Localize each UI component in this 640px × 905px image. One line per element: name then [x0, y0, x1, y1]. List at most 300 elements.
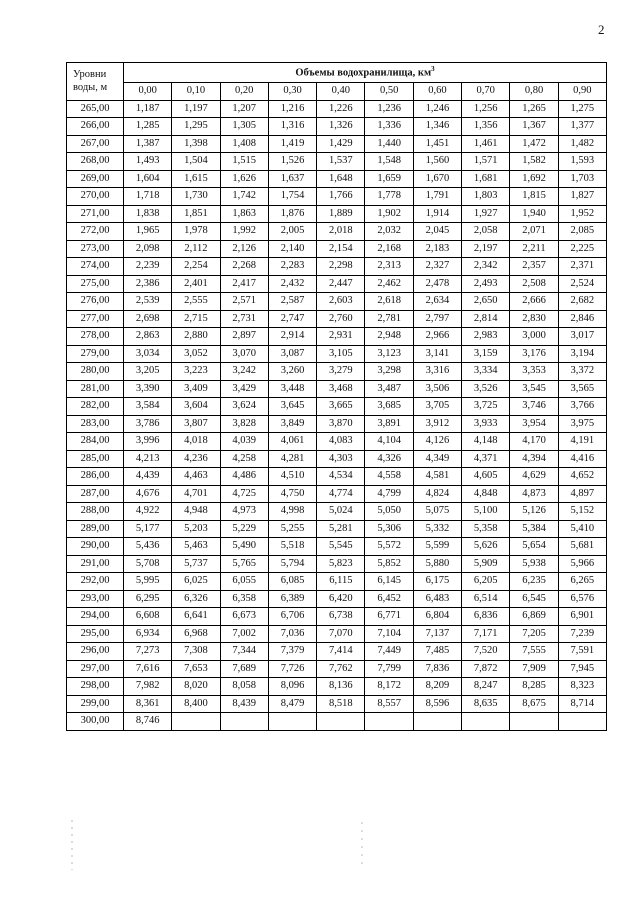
- volume-cell: 1,526: [268, 153, 316, 171]
- volume-cell: 2,462: [365, 275, 413, 293]
- volume-cell: 3,298: [365, 363, 413, 381]
- volume-cell: 4,701: [172, 485, 220, 503]
- volume-cell: 1,827: [558, 188, 606, 206]
- volume-cell: 8,096: [268, 678, 316, 696]
- table-header-row: [67, 63, 607, 83]
- volume-cell: 4,281: [268, 450, 316, 468]
- column-header: 0,30: [268, 83, 316, 101]
- volume-cell: 3,526: [462, 380, 510, 398]
- volume-cell: 1,548: [365, 153, 413, 171]
- volume-cell: 1,216: [268, 100, 316, 118]
- volume-cell: 4,897: [558, 485, 606, 503]
- volume-cell: 1,419: [268, 135, 316, 153]
- volume-cell: 4,998: [268, 503, 316, 521]
- volume-cell: 4,605: [462, 468, 510, 486]
- volume-cell: 4,824: [413, 485, 461, 503]
- column-header: 0,20: [220, 83, 268, 101]
- volume-cell: 3,746: [510, 398, 558, 416]
- volume-cell: 6,706: [268, 608, 316, 626]
- volume-cell: 8,020: [172, 678, 220, 696]
- volume-cell: 2,698: [124, 310, 172, 328]
- volume-cell: 3,807: [172, 415, 220, 433]
- water-level-cell: 275,00: [67, 275, 124, 293]
- volume-cell: 2,682: [558, 293, 606, 311]
- volume-cell: 2,603: [317, 293, 365, 311]
- volume-cell: 8,172: [365, 678, 413, 696]
- volume-cell: 1,346: [413, 118, 461, 136]
- column-header: 0,70: [462, 83, 510, 101]
- volume-cell: 8,635: [462, 695, 510, 713]
- volume-cell: 3,017: [558, 328, 606, 346]
- volume-cell: 2,254: [172, 258, 220, 276]
- volume-cell: 4,326: [365, 450, 413, 468]
- volume-cell: 1,326: [317, 118, 365, 136]
- volume-cell: 1,398: [172, 135, 220, 153]
- volume-cell: 4,676: [124, 485, 172, 503]
- volume-cell: 4,104: [365, 433, 413, 451]
- volume-cell: 5,572: [365, 538, 413, 556]
- volume-cell: 3,448: [268, 380, 316, 398]
- volume-cell: 2,432: [268, 275, 316, 293]
- volume-cell: 2,966: [413, 328, 461, 346]
- water-level-cell: 270,00: [67, 188, 124, 206]
- volume-cell: 7,379: [268, 643, 316, 661]
- volume-cell: 2,760: [317, 310, 365, 328]
- volume-cell: 1,670: [413, 170, 461, 188]
- volume-cell: 4,463: [172, 468, 220, 486]
- volume-cell: 1,461: [462, 135, 510, 153]
- volume-cell: 3,624: [220, 398, 268, 416]
- table-row: [67, 398, 607, 416]
- volume-cell: 3,223: [172, 363, 220, 381]
- volume-cell: 7,653: [172, 660, 220, 678]
- table-row: [67, 660, 607, 678]
- volume-cell: 3,176: [510, 345, 558, 363]
- volumes-header-text: Объемы водохранилища, км: [295, 67, 432, 79]
- table-row: [67, 118, 607, 136]
- volume-cell: 4,510: [268, 468, 316, 486]
- volume-cell: 2,846: [558, 310, 606, 328]
- volume-cell: 2,571: [220, 293, 268, 311]
- volume-cell: 1,703: [558, 170, 606, 188]
- volume-cell: [268, 713, 316, 731]
- volume-cell: 4,799: [365, 485, 413, 503]
- volume-cell: 2,618: [365, 293, 413, 311]
- volume-cell: 5,681: [558, 538, 606, 556]
- volume-cell: 7,104: [365, 625, 413, 643]
- volume-cell: 2,830: [510, 310, 558, 328]
- water-level-cell: 284,00: [67, 433, 124, 451]
- volume-cell: 4,191: [558, 433, 606, 451]
- volume-cell: 1,889: [317, 205, 365, 223]
- volume-cell: 3,705: [413, 398, 461, 416]
- volume-cell: 2,539: [124, 293, 172, 311]
- volume-cell: [462, 713, 510, 731]
- volume-cell: 3,891: [365, 415, 413, 433]
- volume-cell: 5,100: [462, 503, 510, 521]
- volume-cell: 2,447: [317, 275, 365, 293]
- volume-cell: 5,306: [365, 520, 413, 538]
- table-row: [67, 573, 607, 591]
- volume-cell: 1,681: [462, 170, 510, 188]
- volume-cell: 1,815: [510, 188, 558, 206]
- volume-cell: 3,954: [510, 415, 558, 433]
- volume-cell: 2,018: [317, 223, 365, 241]
- volume-cell: 2,098: [124, 240, 172, 258]
- volume-cell: 1,791: [413, 188, 461, 206]
- table-row: [67, 713, 607, 731]
- volume-cell: 1,927: [462, 205, 510, 223]
- volume-cell: 5,229: [220, 520, 268, 538]
- volume-cell: [510, 713, 558, 731]
- water-level-cell: 272,00: [67, 223, 124, 241]
- volume-cell: 2,112: [172, 240, 220, 258]
- volume-cell: 2,283: [268, 258, 316, 276]
- volume-cell: 1,571: [462, 153, 510, 171]
- volume-cell: 6,545: [510, 590, 558, 608]
- volume-cell: 3,334: [462, 363, 510, 381]
- volume-cell: 3,052: [172, 345, 220, 363]
- volume-cell: 1,902: [365, 205, 413, 223]
- volume-cell: 3,468: [317, 380, 365, 398]
- volume-cell: 1,187: [124, 100, 172, 118]
- volume-cell: 5,995: [124, 573, 172, 591]
- volume-cell: 6,608: [124, 608, 172, 626]
- volume-cell: 3,070: [220, 345, 268, 363]
- volume-cell: 4,439: [124, 468, 172, 486]
- table-body: [67, 100, 607, 730]
- volume-cell: 1,336: [365, 118, 413, 136]
- volume-cell: 5,177: [124, 520, 172, 538]
- volume-cell: 8,518: [317, 695, 365, 713]
- volume-cell: 2,071: [510, 223, 558, 241]
- volume-cell: 4,213: [124, 450, 172, 468]
- water-level-cell: 294,00: [67, 608, 124, 626]
- volume-cell: 3,105: [317, 345, 365, 363]
- volume-cell: 6,483: [413, 590, 461, 608]
- volume-cell: 4,126: [413, 433, 461, 451]
- table-row: [67, 520, 607, 538]
- volume-cell: 2,045: [413, 223, 461, 241]
- table-row: [67, 625, 607, 643]
- volume-cell: 3,645: [268, 398, 316, 416]
- volume-cell: 6,901: [558, 608, 606, 626]
- water-level-cell: 281,00: [67, 380, 124, 398]
- volume-cell: 3,000: [510, 328, 558, 346]
- volume-cell: 3,141: [413, 345, 461, 363]
- volume-cell: 2,493: [462, 275, 510, 293]
- volume-cell: 7,070: [317, 625, 365, 643]
- column-header-row: [67, 83, 607, 101]
- table-row: [67, 678, 607, 696]
- volume-cell: 7,171: [462, 625, 510, 643]
- volume-cell: 5,436: [124, 538, 172, 556]
- volume-cell: 1,316: [268, 118, 316, 136]
- volume-cell: 3,828: [220, 415, 268, 433]
- table-row: [67, 538, 607, 556]
- volume-cell: 2,211: [510, 240, 558, 258]
- volume-cell: 1,429: [317, 135, 365, 153]
- volume-cell: 7,308: [172, 643, 220, 661]
- volume-cell: 1,851: [172, 205, 220, 223]
- volume-cell: 2,058: [462, 223, 510, 241]
- volume-cell: 7,520: [462, 643, 510, 661]
- volume-cell: 7,344: [220, 643, 268, 661]
- volume-cell: 2,225: [558, 240, 606, 258]
- volume-cell: 4,236: [172, 450, 220, 468]
- volume-cell: 3,316: [413, 363, 461, 381]
- volume-cell: 6,934: [124, 625, 172, 643]
- volume-cell: 1,226: [317, 100, 365, 118]
- table-row: [67, 643, 607, 661]
- volume-cell: 1,659: [365, 170, 413, 188]
- volume-cell: 4,629: [510, 468, 558, 486]
- volume-cell: 4,725: [220, 485, 268, 503]
- table-row: [67, 170, 607, 188]
- volume-cell: 7,555: [510, 643, 558, 661]
- volume-cell: 5,966: [558, 555, 606, 573]
- water-level-cell: 296,00: [67, 643, 124, 661]
- volume-cell: 2,524: [558, 275, 606, 293]
- volume-cell: 2,897: [220, 328, 268, 346]
- volume-cell: 5,075: [413, 503, 461, 521]
- volume-cell: 1,838: [124, 205, 172, 223]
- water-level-cell: 266,00: [67, 118, 124, 136]
- volume-cell: 2,417: [220, 275, 268, 293]
- volume-cell: 1,377: [558, 118, 606, 136]
- volume-cell: 1,472: [510, 135, 558, 153]
- volume-cell: 1,940: [510, 205, 558, 223]
- volume-cell: 1,236: [365, 100, 413, 118]
- volume-cell: 2,948: [365, 328, 413, 346]
- volume-cell: 1,387: [124, 135, 172, 153]
- volume-cell: 8,479: [268, 695, 316, 713]
- volume-cell: 4,534: [317, 468, 365, 486]
- column-header: 0,80: [510, 83, 558, 101]
- volume-cell: 3,996: [124, 433, 172, 451]
- water-level-cell: 280,00: [67, 363, 124, 381]
- volume-cell: 3,260: [268, 363, 316, 381]
- table-row: [67, 380, 607, 398]
- volume-cell: 8,136: [317, 678, 365, 696]
- water-level-cell: 300,00: [67, 713, 124, 731]
- volume-cell: [172, 713, 220, 731]
- volume-cell: 1,978: [172, 223, 220, 241]
- volume-cell: 6,295: [124, 590, 172, 608]
- volume-cell: 1,648: [317, 170, 365, 188]
- volume-cell: 5,765: [220, 555, 268, 573]
- water-level-cell: 273,00: [67, 240, 124, 258]
- volume-cell: 6,836: [462, 608, 510, 626]
- volume-cell: 2,168: [365, 240, 413, 258]
- volume-cell: 1,914: [413, 205, 461, 223]
- volume-cell: 1,256: [462, 100, 510, 118]
- table-row: [67, 433, 607, 451]
- volume-cell: 2,634: [413, 293, 461, 311]
- volume-cell: 7,982: [124, 678, 172, 696]
- volume-cell: 6,804: [413, 608, 461, 626]
- water-level-cell: 279,00: [67, 345, 124, 363]
- volume-cell: 1,285: [124, 118, 172, 136]
- volume-cell: 6,420: [317, 590, 365, 608]
- table-row: [67, 223, 607, 241]
- volume-cell: 5,938: [510, 555, 558, 573]
- volume-cell: 2,298: [317, 258, 365, 276]
- volume-cell: 7,485: [413, 643, 461, 661]
- volume-cell: 5,909: [462, 555, 510, 573]
- volume-cell: 6,576: [558, 590, 606, 608]
- volume-cell: 6,358: [220, 590, 268, 608]
- volume-cell: 3,912: [413, 415, 461, 433]
- volume-cell: 5,203: [172, 520, 220, 538]
- volumes-header: [124, 63, 607, 83]
- volume-cell: 2,587: [268, 293, 316, 311]
- volume-cell: 4,873: [510, 485, 558, 503]
- volume-cell: 2,747: [268, 310, 316, 328]
- volume-cell: 8,439: [220, 695, 268, 713]
- volume-cell: [365, 713, 413, 731]
- volume-cell: 4,652: [558, 468, 606, 486]
- volume-cell: 7,616: [124, 660, 172, 678]
- volume-cell: 7,239: [558, 625, 606, 643]
- volume-cell: 3,194: [558, 345, 606, 363]
- volume-cell: 6,968: [172, 625, 220, 643]
- water-level-cell: 298,00: [67, 678, 124, 696]
- volume-cell: 1,504: [172, 153, 220, 171]
- volume-cell: 2,983: [462, 328, 510, 346]
- volume-cell: 4,922: [124, 503, 172, 521]
- volume-cell: 1,246: [413, 100, 461, 118]
- volume-cell: 8,209: [413, 678, 461, 696]
- volume-cell: 4,371: [462, 450, 510, 468]
- water-level-cell: 297,00: [67, 660, 124, 678]
- table-row: [67, 555, 607, 573]
- volume-cell: 3,725: [462, 398, 510, 416]
- water-level-cell: 283,00: [67, 415, 124, 433]
- volume-cell: 3,766: [558, 398, 606, 416]
- volume-cell: 3,390: [124, 380, 172, 398]
- volume-cell: 6,025: [172, 573, 220, 591]
- volume-cell: 3,159: [462, 345, 510, 363]
- volume-cell: 2,371: [558, 258, 606, 276]
- water-level-header: [67, 63, 124, 101]
- volume-cell: 7,726: [268, 660, 316, 678]
- volume-cell: 1,637: [268, 170, 316, 188]
- volume-cell: 6,673: [220, 608, 268, 626]
- volume-cell: 1,440: [365, 135, 413, 153]
- volume-cell: 3,372: [558, 363, 606, 381]
- table-row: [67, 275, 607, 293]
- volume-cell: 4,018: [172, 433, 220, 451]
- volume-cell: 3,429: [220, 380, 268, 398]
- volume-cell: 6,235: [510, 573, 558, 591]
- volume-cell: 2,478: [413, 275, 461, 293]
- volume-cell: 1,482: [558, 135, 606, 153]
- volume-cell: 4,170: [510, 433, 558, 451]
- volume-cell: 4,303: [317, 450, 365, 468]
- volume-cell: 3,604: [172, 398, 220, 416]
- water-level-cell: 291,00: [67, 555, 124, 573]
- volume-cell: 5,281: [317, 520, 365, 538]
- water-level-cell: 299,00: [67, 695, 124, 713]
- water-level-cell: 267,00: [67, 135, 124, 153]
- volume-cell: 8,058: [220, 678, 268, 696]
- table-row: [67, 240, 607, 258]
- volume-cell: 7,414: [317, 643, 365, 661]
- volume-cell: 5,126: [510, 503, 558, 521]
- volume-cell: 1,305: [220, 118, 268, 136]
- volume-cell: 1,863: [220, 205, 268, 223]
- volume-cell: 2,197: [462, 240, 510, 258]
- volume-cell: 8,361: [124, 695, 172, 713]
- volume-cell: 6,175: [413, 573, 461, 591]
- volume-cell: [220, 713, 268, 731]
- volume-cell: 5,599: [413, 538, 461, 556]
- volume-cell: 1,604: [124, 170, 172, 188]
- volume-cell: 3,685: [365, 398, 413, 416]
- volume-cell: 1,493: [124, 153, 172, 171]
- volume-cell: 6,326: [172, 590, 220, 608]
- volume-cell: 1,582: [510, 153, 558, 171]
- volume-cell: 4,848: [462, 485, 510, 503]
- volume-cell: 1,692: [510, 170, 558, 188]
- volume-cell: 4,558: [365, 468, 413, 486]
- volume-cell: 4,083: [317, 433, 365, 451]
- volume-cell: 1,537: [317, 153, 365, 171]
- volume-cell: 4,061: [268, 433, 316, 451]
- volume-cell: 4,039: [220, 433, 268, 451]
- volumes-header-unit-power: 3: [431, 65, 435, 73]
- volume-cell: 2,327: [413, 258, 461, 276]
- volume-cell: 5,880: [413, 555, 461, 573]
- table-row: [67, 100, 607, 118]
- volume-cell: 1,295: [172, 118, 220, 136]
- volume-cell: 7,205: [510, 625, 558, 643]
- column-header: 0,90: [558, 83, 606, 101]
- volume-cell: 2,183: [413, 240, 461, 258]
- water-level-cell: 288,00: [67, 503, 124, 521]
- volume-cell: 6,869: [510, 608, 558, 626]
- table-row: [67, 310, 607, 328]
- water-level-cell: 269,00: [67, 170, 124, 188]
- volume-cell: 2,357: [510, 258, 558, 276]
- volume-cell: 8,285: [510, 678, 558, 696]
- water-level-cell: 293,00: [67, 590, 124, 608]
- volume-cell: 8,675: [510, 695, 558, 713]
- water-level-cell: 292,00: [67, 573, 124, 591]
- volume-cell: 5,384: [510, 520, 558, 538]
- volume-cell: 3,506: [413, 380, 461, 398]
- volume-cell: 5,463: [172, 538, 220, 556]
- volume-cell: 1,408: [220, 135, 268, 153]
- reservoir-volume-table: [66, 62, 607, 731]
- volume-cell: [317, 713, 365, 731]
- volume-cell: 2,085: [558, 223, 606, 241]
- volume-cell: 2,140: [268, 240, 316, 258]
- table-row: [67, 590, 607, 608]
- table-row: [67, 415, 607, 433]
- volume-cell: 4,581: [413, 468, 461, 486]
- volume-cell: 3,409: [172, 380, 220, 398]
- volume-cell: 4,148: [462, 433, 510, 451]
- volume-cell: 8,247: [462, 678, 510, 696]
- volume-cell: 3,786: [124, 415, 172, 433]
- volume-cell: 1,992: [220, 223, 268, 241]
- volume-cell: 3,123: [365, 345, 413, 363]
- volume-cell: 5,518: [268, 538, 316, 556]
- column-header: 0,40: [317, 83, 365, 101]
- volume-cell: 3,849: [268, 415, 316, 433]
